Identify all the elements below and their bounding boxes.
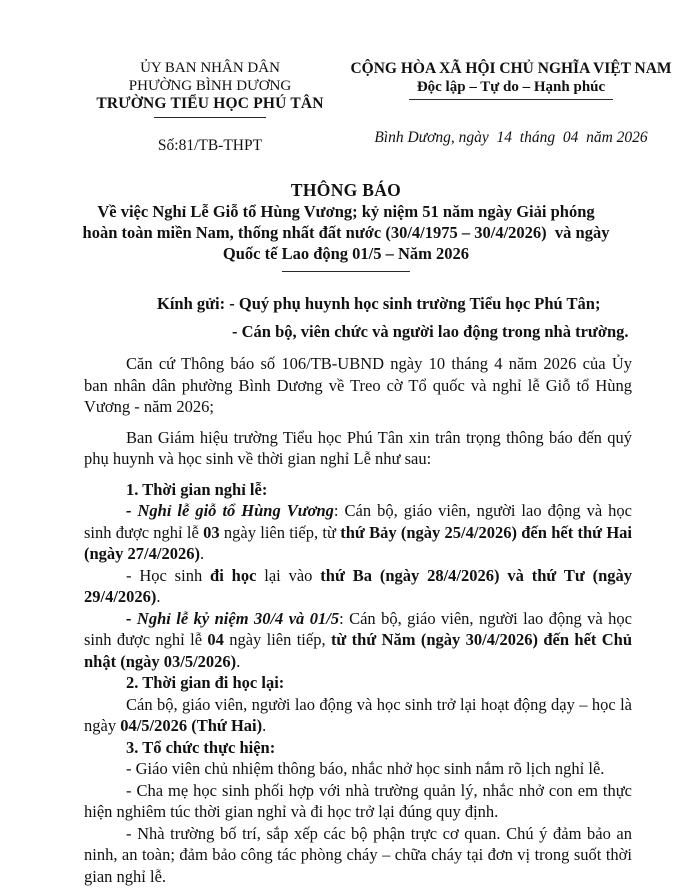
section-3-heading: 3. Tổ chức thực hiện: xyxy=(126,737,276,757)
section-2-heading: 2. Thời gian đi học lại: xyxy=(126,673,285,692)
bullet-di-hoc-lai: - Học sinh đi học lại vào thứ Ba (ngày 28/4/2026) và thứ Tư (ngày 29/4/2026). xyxy=(84,565,633,606)
issuer-parent-org: ỦY BAN NHÂN DÂN xyxy=(140,60,280,76)
paragraph-tro-lai-hoat-dong: Cán bộ, giáo viên, người lao động và học sinh trở lại hoạt động dạy – học là ngày 04/5/2026 (Thứ Hai). xyxy=(84,694,632,735)
issuer-block xyxy=(84,60,336,155)
title-divider-rule xyxy=(282,271,410,273)
place-and-date: Bình Dương, ngày 14 tháng 04 năm 2026 xyxy=(374,129,648,146)
document-body xyxy=(0,293,692,887)
document-title: THÔNG BÁO xyxy=(290,179,402,200)
paragraph-list xyxy=(84,353,632,887)
paragraph-ban-giam-hieu: Ban Giám hiệu trường Tiểu học Phú Tân xin trân trọng thông báo đến quý phụ huynh và học sinh về thời gian nghỉ Lễ như sau: xyxy=(84,427,632,468)
issuer-divider-rule xyxy=(154,117,266,119)
document-number: Số:81/TB-THPT xyxy=(157,137,263,154)
salutation-line-1 xyxy=(157,293,632,315)
bullet-giao-vien-chu-nhiem: - Giáo viên chủ nhiệm thông báo, nhắc nhở học sinh nắm rõ lịch nghỉ lễ. xyxy=(126,759,605,778)
national-block xyxy=(336,60,686,155)
document-subtitle-line-1: Về việc Nghỉ Lễ Giỗ tổ Hùng Vương; kỷ niệm 51 năm ngày Giải phóng xyxy=(97,201,595,221)
bullet-gio-to-hung-vuong: - Nghỉ lễ giỗ tổ Hùng Vương: Cán bộ, giáo viên, người lao động và học sinh được nghỉ lễ 03 ngày liên tiếp, từ thứ Bảy (ngày 25/4/2026) đến hết thứ Hai (ngày 27/4/2026). xyxy=(84,501,632,563)
document-subtitle-line-3: Quốc tế Lao động 01/5 – Năm 2026 xyxy=(222,243,470,263)
salutation-recipient-2: - Cán bộ, viên chức và người lao động trong nhà trường. xyxy=(232,321,629,341)
document-subtitle-line-2: hoàn toàn miền Nam, thống nhất đất nước (30/4/1975 – 30/4/2026) và ngày xyxy=(82,222,610,242)
paragraph-can-cu: Căn cứ Thông báo số 106/TB-UBND ngày 10 tháng 4 năm 2026 của Ủy ban nhân dân phường Bình Dương về Treo cờ Tổ quốc và nghỉ lễ Giỗ tổ Hùng Vương - năm 2026; xyxy=(84,354,632,416)
salutation-block xyxy=(84,293,632,342)
salutation-label: Kính gửi: xyxy=(157,294,226,313)
salutation-recipient-1: - Quý phụ huynh học sinh trường Tiểu học Phú Tân; xyxy=(229,294,601,313)
section-1-heading: 1. Thời gian nghỉ lễ: xyxy=(126,479,268,499)
bullet-nha-truong-truc: - Nhà trường bố trí, sắp xếp các bộ phận trực cơ quan. Chú ý đảm bảo an ninh, an toàn; đảm bảo công tác phòng cháy – chữa cháy tại đơn vị trong suốt thời gian nghỉ lễ. xyxy=(84,823,632,886)
national-title: CỘNG HÒA XÃ HỘI CHỦ NGHĨA VIỆT NAM xyxy=(350,60,672,77)
document-header xyxy=(0,0,692,155)
bullet-ky-niem-30-4: - Nghỉ lễ kỷ niệm 30/4 và 01/5: Cán bộ, giáo viên, người lao động và học sinh được nghỉ lễ 04 ngày liên tiếp, từ thứ Năm (ngày 30/4/2026) đến hết Chủ nhật (ngày 03/5/2026). xyxy=(84,608,632,671)
issuer-ward: PHƯỜNG BÌNH DƯƠNG xyxy=(128,77,292,94)
issuer-school-name: TRƯỜNG TIỂU HỌC PHÚ TÂN xyxy=(96,95,324,112)
title-block xyxy=(0,180,692,273)
bullet-cha-me-hoc-sinh: - Cha mẹ học sinh phối hợp với nhà trường quản lý, nhắc nhở con em thực hiện nghiêm túc thời gian nghỉ và đi học trở lại đúng quy định. xyxy=(84,780,632,821)
national-motto: Độc lập – Tự do – Hạnh phúc xyxy=(409,78,613,100)
